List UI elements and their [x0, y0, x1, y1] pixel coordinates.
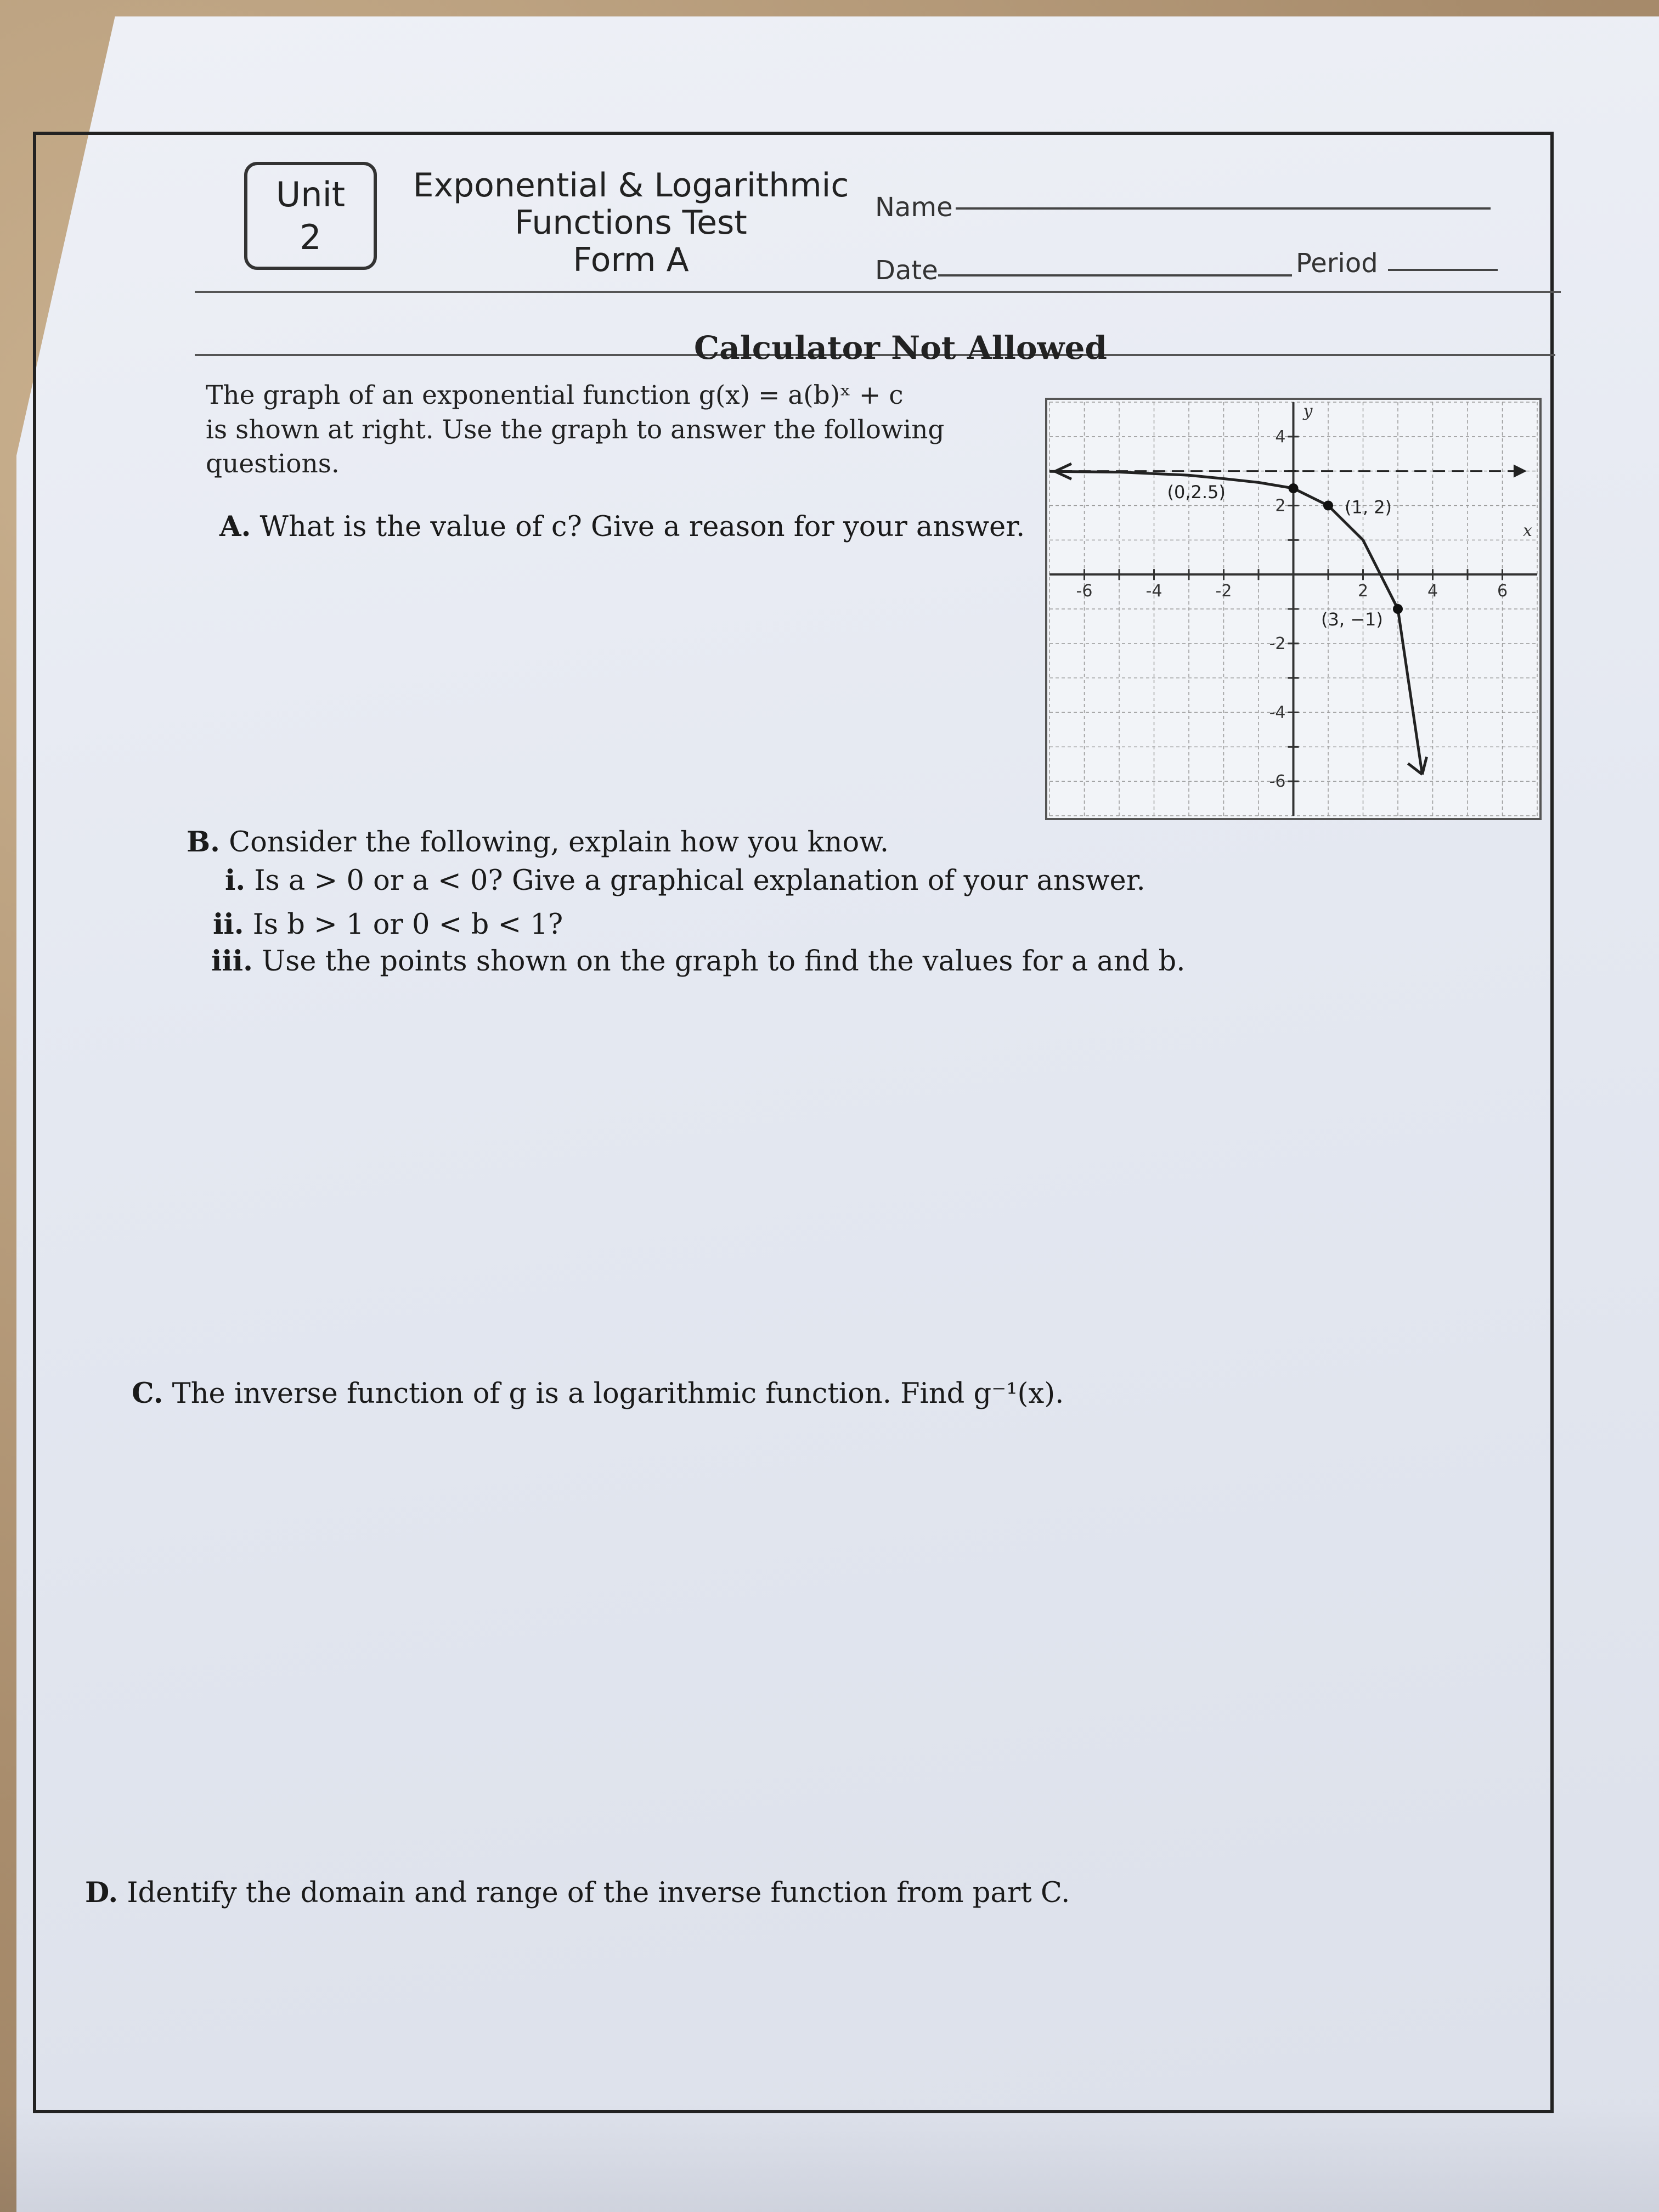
calculator-note: Calculator Not Allowed [694, 329, 1107, 366]
question-b-i-label: i. [225, 864, 246, 897]
question-a-label: A. [219, 510, 251, 543]
y-tick-label: 2 [1275, 496, 1286, 516]
question-b-iii [211, 945, 1185, 978]
date-label: Date [875, 255, 938, 286]
intro-text [206, 379, 974, 482]
question-b-i-text: Is a > 0 or a < 0? Give a graphical explanation of your answer. [254, 865, 1146, 897]
x-tick-label: -6 [1076, 582, 1093, 601]
x-tick-label: -4 [1146, 582, 1163, 601]
unit-number: 2 [300, 217, 321, 257]
question-b-label: B. [187, 826, 220, 859]
unit-badge [244, 162, 377, 270]
x-tick-label: -2 [1215, 582, 1232, 601]
title-line-3: Form A [573, 240, 689, 279]
x-tick-label: 2 [1357, 582, 1369, 601]
question-b [187, 826, 889, 859]
question-b-ii-text: Is b > 1 or 0 < b < 1? [252, 909, 563, 941]
point-label: (3, −1) [1321, 609, 1383, 630]
question-b-iii-text: Use the points shown on the graph to find the values for a and b. [262, 945, 1186, 978]
graph-point [1289, 483, 1299, 493]
graph-svg [1045, 398, 1542, 820]
intro-line-2: is shown at right. Use the graph to answer the following [206, 414, 945, 445]
y-axis-label: y [1303, 402, 1313, 421]
question-c-label: C. [132, 1377, 163, 1410]
y-tick-label: 4 [1275, 427, 1286, 447]
question-d-label: D. [85, 1876, 119, 1909]
question-b-ii [213, 908, 563, 941]
intro-line-1: The graph of an exponential function g(x) = a(b)ˣ + c [206, 380, 904, 410]
exponential-graph [1045, 398, 1542, 820]
question-b-i [225, 864, 1146, 897]
name-field[interactable] [956, 207, 1491, 210]
graph-point [1393, 604, 1403, 614]
period-label: Period [1296, 248, 1378, 279]
title-line-2: Functions Test [515, 203, 747, 242]
period-field[interactable] [1388, 269, 1498, 271]
question-a [219, 510, 1025, 543]
name-label: Name [875, 192, 953, 223]
y-tick-label: -6 [1269, 772, 1286, 792]
title-line-1: Exponential & Logarithmic [413, 166, 849, 205]
date-field[interactable] [938, 274, 1292, 276]
x-tick-label: 6 [1497, 582, 1508, 601]
x-tick-label: 4 [1427, 582, 1438, 601]
test-title [395, 167, 867, 279]
intro-line-3: questions. [206, 449, 340, 479]
graph-point [1323, 501, 1333, 511]
x-axis-label: x [1523, 521, 1532, 541]
y-tick-label: -2 [1269, 634, 1286, 653]
question-b-text: Consider the following, explain how you know. [229, 826, 889, 859]
question-c [132, 1377, 1064, 1410]
question-b-ii-label: ii. [213, 908, 244, 941]
question-d [85, 1876, 1070, 1909]
unit-label: Unit [275, 174, 346, 215]
paper-shadow [0, 2102, 1659, 2212]
header-rule [195, 291, 1561, 293]
question-c-text: The inverse function of g is a logarithmic function. Find g⁻¹(x). [172, 1378, 1064, 1410]
point-label: (1, 2) [1345, 496, 1392, 518]
y-tick-label: -4 [1269, 703, 1286, 723]
point-label: (0,2.5) [1167, 482, 1226, 503]
question-d-text: Identify the domain and range of the inverse function from part C. [127, 1877, 1070, 1909]
question-b-iii-label: iii. [211, 945, 253, 978]
question-a-text: What is the value of c? Give a reason for your answer. [259, 511, 1025, 543]
